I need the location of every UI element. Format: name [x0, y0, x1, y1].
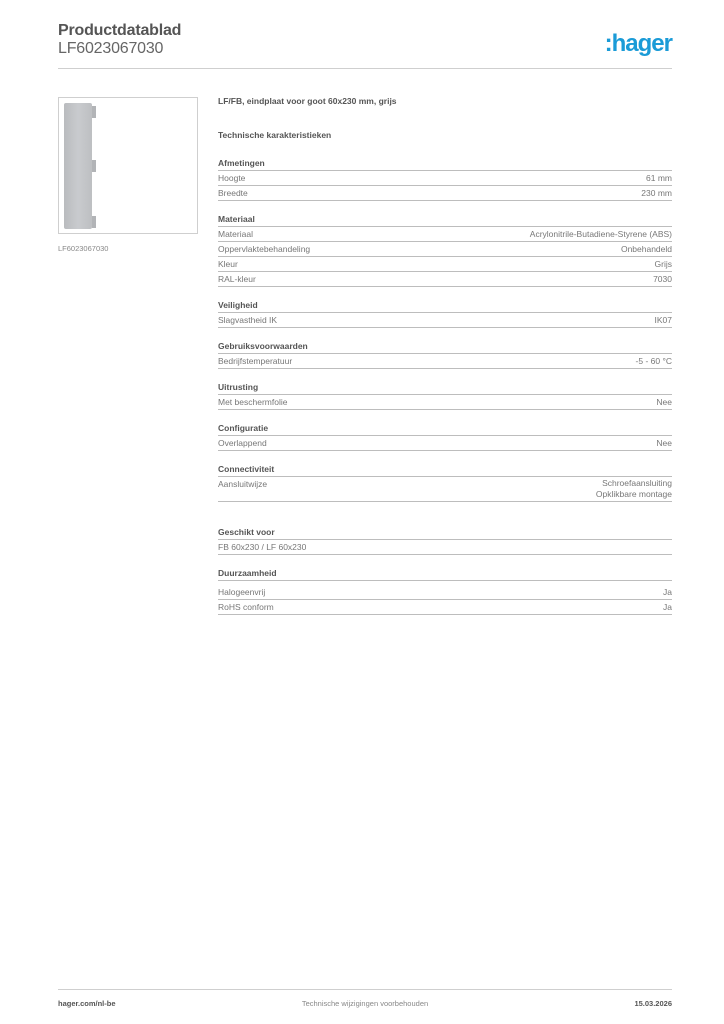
section-title: Geschikt voor: [218, 526, 672, 540]
section-geschikt-voor: [218, 526, 672, 555]
footer-divider: [58, 989, 672, 990]
spec-label: Breedte: [218, 188, 248, 198]
spec-label: FB 60x230 / LF 60x230: [218, 542, 307, 552]
spec-row: [218, 171, 672, 186]
spec-row: [218, 436, 672, 451]
section-afmetingen: [218, 157, 672, 201]
section-title: Materiaal: [218, 213, 672, 227]
spec-value: 7030: [653, 274, 672, 284]
spec-row: [218, 242, 672, 257]
spec-value-line: Schroefaansluiting: [602, 478, 672, 488]
spec-label: Aansluitwijze: [218, 479, 268, 489]
spec-value: 61 mm: [646, 173, 672, 183]
section-configuratie: [218, 422, 672, 451]
technical-characteristics-title: Technische karakteristieken: [218, 130, 332, 140]
section-veiligheid: [218, 299, 672, 328]
spec-value: Ja: [663, 587, 672, 597]
website-link[interactable]: hager.com/nl-be: [58, 999, 116, 1008]
spec-value: Nee: [656, 397, 672, 407]
plate-tab-bottom: [92, 216, 96, 228]
image-caption: LF6023067030: [58, 244, 109, 253]
spec-label: RoHS conform: [218, 602, 274, 612]
section-title: Configuratie: [218, 422, 672, 436]
section-connectiviteit: [218, 463, 672, 502]
spec-row: [218, 272, 672, 287]
product-code: LF6023067030: [58, 40, 164, 57]
spec-row: [218, 186, 672, 201]
spec-value: Ja: [663, 602, 672, 612]
spec-row: [218, 585, 672, 600]
spec-row: [218, 354, 672, 369]
product-description: LF/FB, eindplaat voor goot 60x230 mm, grijs: [218, 96, 397, 106]
document-date: 15.03.2026: [634, 999, 672, 1008]
spec-value-line: Opklikbare montage: [595, 489, 672, 499]
spec-value: -5 - 60 °C: [635, 356, 672, 366]
footer-disclaimer: Technische wijzigingen voorbehouden: [301, 999, 429, 1008]
product-image: [58, 97, 198, 234]
section-uitrusting: [218, 381, 672, 410]
document-header: [58, 22, 672, 58]
section-duurzaamheid: [218, 567, 672, 615]
spec-row: [218, 257, 672, 272]
spec-label: Slagvastheid IK: [218, 315, 278, 325]
section-title: Gebruiksvoorwaarden: [218, 340, 672, 354]
spec-label: Hoogte: [218, 173, 246, 183]
spec-value: [596, 478, 672, 500]
spec-label: Materiaal: [218, 229, 253, 239]
document-title: Productdatablad: [58, 22, 182, 39]
section-title: Veiligheid: [218, 299, 672, 313]
spec-label: Kleur: [218, 259, 238, 269]
spec-label: Bedrijfstemperatuur: [218, 356, 293, 366]
spec-row: [218, 540, 672, 555]
section-title: Connectiviteit: [218, 463, 672, 477]
plate-tab-top: [92, 106, 96, 118]
spec-label: RAL-kleur: [218, 274, 256, 284]
spec-row: [218, 477, 672, 502]
spec-row: [218, 313, 672, 328]
spec-label: Oppervlaktebehandeling: [218, 244, 311, 254]
spec-value: IK07: [654, 315, 672, 325]
spec-label: Overlappend: [218, 438, 267, 448]
spec-value: Grijs: [654, 259, 672, 269]
spec-row: [218, 227, 672, 242]
spec-label: Halogeenvrij: [218, 587, 266, 597]
spec-row: [218, 395, 672, 410]
plate-tab-middle: [92, 160, 96, 172]
section-title: Uitrusting: [218, 381, 672, 395]
spec-value: Acrylonitrile-Butadiene-Styrene (ABS): [529, 229, 672, 239]
section-gebruiksvoorwaarden: [218, 340, 672, 369]
header-divider: [58, 68, 672, 69]
spec-label: Met beschermfolie: [218, 397, 288, 407]
section-materiaal: [218, 213, 672, 287]
spec-value: Nee: [656, 438, 672, 448]
section-title: Duurzaamheid: [218, 567, 672, 581]
spec-value: Onbehandeld: [620, 244, 672, 254]
section-title: Afmetingen: [218, 157, 672, 171]
spec-value: 230 mm: [641, 188, 672, 198]
spec-row: [218, 600, 672, 615]
specification-panel: [218, 95, 672, 615]
end-plate-illustration: [64, 103, 92, 229]
hager-logo: :hager: [604, 30, 672, 57]
